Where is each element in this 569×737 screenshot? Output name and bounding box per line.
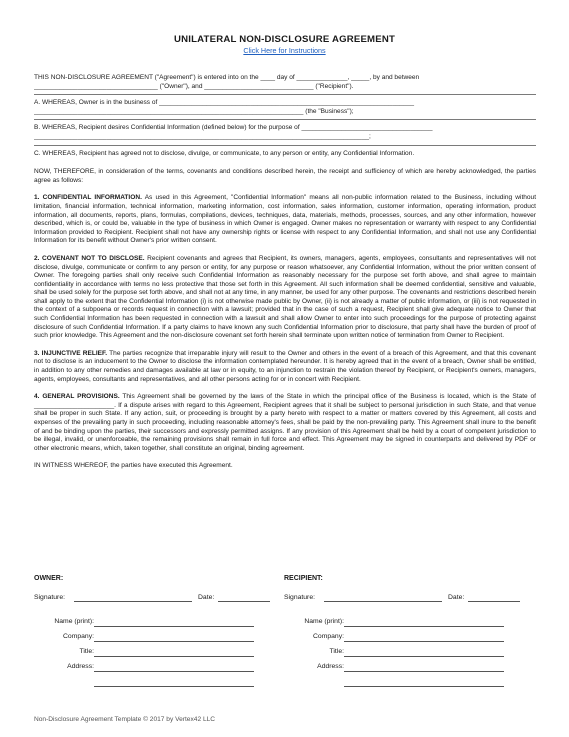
title-label: Title: (79, 648, 94, 655)
owner-heading: OWNER: (34, 575, 64, 582)
owner-company-field[interactable] (94, 641, 254, 642)
whereas-b-continued: ____________________________________________________________________________________________; (34, 132, 371, 140)
recipient-address-field-2[interactable] (344, 686, 504, 687)
whereas-b: B. WHEREAS, Recipient desires Confidential Information (defined below) for the purpose of ____________________________________ (34, 124, 433, 132)
owner-name-field[interactable] (94, 626, 254, 627)
divider (34, 94, 536, 95)
owner-signature-row (34, 594, 274, 604)
company-label: Company: (313, 633, 344, 640)
divider (34, 145, 536, 146)
recipient-heading: RECIPIENT: (284, 575, 323, 582)
recipient-name-row (284, 618, 524, 628)
section-injunctive-relief (34, 350, 536, 384)
title-label: Title: (329, 648, 344, 655)
signature-label: Signature: (34, 594, 65, 601)
whereas-a: A. WHEREAS, Owner is in the business of ______________________________________________________________________ (34, 99, 415, 107)
owner-address-row-2 (34, 678, 274, 688)
section-heading: 3. INJUNCTIVE RELIEF. (34, 349, 108, 357)
owner-name-row (34, 618, 274, 628)
recipient-address-row (284, 663, 524, 673)
section-heading: 1. CONFIDENTIAL INFORMATION. (34, 194, 142, 202)
section-confidential-information (34, 194, 536, 246)
recipient-signature-block (284, 575, 524, 693)
section-text: The parties recognize that irreparable injury will result to the Owner and others in the event of a breach of this Agreement, and that this covenant not to disclose is an inducement to the Owner to disclose the information contemplated hereunder. It is hereby agreed that in the event of a breach, Owner shall be entitled, in addition to any other remedies and damages available at law or in equity, to an injunction to restrain the violation thereof by Recipient, or Recipient's owners, managers, agents, employees, consultants and representatives, and all other persons acting for or in concert with Recipient. (34, 349, 536, 383)
owner-signature-block (34, 575, 274, 693)
owner-signature-field[interactable] (74, 601, 192, 602)
address-label: Address: (67, 663, 94, 670)
recipient-title-field[interactable] (344, 656, 504, 657)
whereas-c: C. WHEREAS, Recipient has agreed not to disclose, divulge, or communicate, to any person or entity, any Confidential Information. (34, 149, 415, 157)
section-heading: 2. COVENANT NOT TO DISCLOSE. (34, 254, 145, 262)
intro-line-2: __________________________________ ("Owner"), and ______________________________ ("Recipient"). (34, 82, 354, 90)
section-text: As used in this Agreement, "Confidential Information" means all non-public information related to the Business, including without limitation, financial information, technical information, marketing information, cost information, sales information, customer information, operating information, product information, all documents, reports, plans, formulas, compilations, devices, techniques, data, materials, methods, processes, sources, and any other information, however described, which is, or could be, valuable in the type of business in which Owner is engaged. Owner makes no representation or warranty with respect to any Confidential Information provided to Recipient. Recipient shall not have any ownership rights or license with respect to any Confidential Information, and shall not use any Confidential Information for its benefit without Owner's prior written consent. (34, 194, 537, 245)
section-text: This Agreement shall be governed by the laws of the State in which the principal office of the Business is located, which is the State of ______________________. If a dispute arises with regard to this Agreement, Recipient agrees that it shall be subject to personal jurisdiction in such State, and that venue shall be proper in such State. If any action, suit, or proceeding is brought by a party hereto with respect to a matter or matters covered by this Agreement, all costs and expenses of the prevailing party in such proceeding, including reasonable attorney's fees, shall be paid by the non-prevailing party. This Agreement shall inure to the benefit of and be binding upon the parties, their successors and expressly permitted assigns. If any provision of this Agreement shall be held by a court of competent jurisdiction to be illegal, invalid, or unenforceable, the remaining provisions shall remain in full force and effect. This Agreement may be signed in counterparts and delivered by PDF or other electronic means, which, taken together, shall constitute an original, binding agreement. (34, 393, 537, 452)
owner-address-row (34, 663, 274, 673)
recipient-title-row (284, 648, 524, 658)
document-header (0, 34, 569, 55)
now-therefore-paragraph: NOW, THEREFORE, in consideration of the terms, covenants and conditions described herein, the receipt and sufficiency of which are hereby acknowledged, the parties agree as follows: (34, 168, 536, 184)
section-heading: 4. GENERAL PROVISIONS. (34, 393, 120, 401)
intro-line-1: THIS NON-DISCLOSURE AGREEMENT ("Agreement") is entered into on the ____ day of ______________, _____, by and between (34, 74, 420, 81)
name-label: Name (print): (304, 618, 344, 625)
name-label: Name (print): (54, 618, 94, 625)
recipient-company-row (284, 633, 524, 643)
owner-title-field[interactable] (94, 656, 254, 657)
date-label: Date: (448, 594, 465, 601)
recipient-address-row-2 (284, 678, 524, 688)
divider (34, 119, 536, 120)
document-footer: Non-Disclosure Agreement Template © 2017 by Vertex42 LLC (34, 716, 216, 723)
recipient-name-field[interactable] (344, 626, 504, 627)
address-label: Address: (317, 663, 344, 670)
agreement-body (34, 74, 536, 480)
whereas-a-continued: __________________________________________________________________________ (the "Business"); (34, 107, 354, 115)
recipient-company-field[interactable] (344, 641, 504, 642)
section-covenant-not-to-disclose (34, 255, 536, 341)
section-general-provisions (34, 393, 536, 453)
date-label: Date: (198, 594, 215, 601)
owner-company-row (34, 633, 274, 643)
recipient-address-field[interactable] (344, 671, 504, 672)
recipient-signature-field[interactable] (324, 601, 442, 602)
instructions-link[interactable]: Click Here for Instructions (243, 46, 326, 55)
section-text: Recipient covenants and agrees that Recipient, its owners, managers, agents, employees, consultants and representatives will not disclose, divulge, communicate or confirm to any person or entity, for any purpose or reason whatsoever, any Confidential Information, without the prior written consent of Owner. The foregoing parties shall only receive such Confidential Information as reasonably necessary for the purpose set forth above, and shall agree to maintain confidentiality in accordance with terms no less protective that those set forth in this Agreement. All such information shall be deemed confidential, sensitive and valuable, shall be used solely for the purpose set forth above, and shall not at any time, in any manner, be used for any other purpose. The covenants and restrictions described herein shall apply to the extent that the Confidential Information (i) is not otherwise made public by Owner, (ii) is not already a matter of public information, or (iii) is not requested in the context of a subpoena or records request in connection with a lawsuit; provided that in the case of such a request, Recipient shall give adequate notice to Owner that such Confidential Information has been requested in connection with a lawsuit and shall allow Owner to enter into such proceedings for the purpose of protecting against disclosure of such Confidential Information. If a party claims to have known any such Confidential Information prior to disclosure, that party shall have the burden of proof of such prior knowledge. This Agreement and the non-disclosure covenant set forth herein shall terminate upon written notice of termination from Owner to Recipient. (34, 254, 536, 340)
recipient-date-field[interactable] (468, 601, 520, 602)
company-label: Company: (63, 633, 94, 640)
witness-line: IN WITNESS WHEREOF, the parties have executed this Agreement. (34, 462, 233, 470)
owner-date-field[interactable] (218, 601, 270, 602)
owner-address-field-2[interactable] (94, 686, 254, 687)
signature-label: Signature: (284, 594, 315, 601)
owner-title-row (34, 648, 274, 658)
document-title: UNILATERAL NON-DISCLOSURE AGREEMENT (173, 34, 396, 45)
recipient-signature-row (284, 594, 524, 604)
owner-address-field[interactable] (94, 671, 254, 672)
